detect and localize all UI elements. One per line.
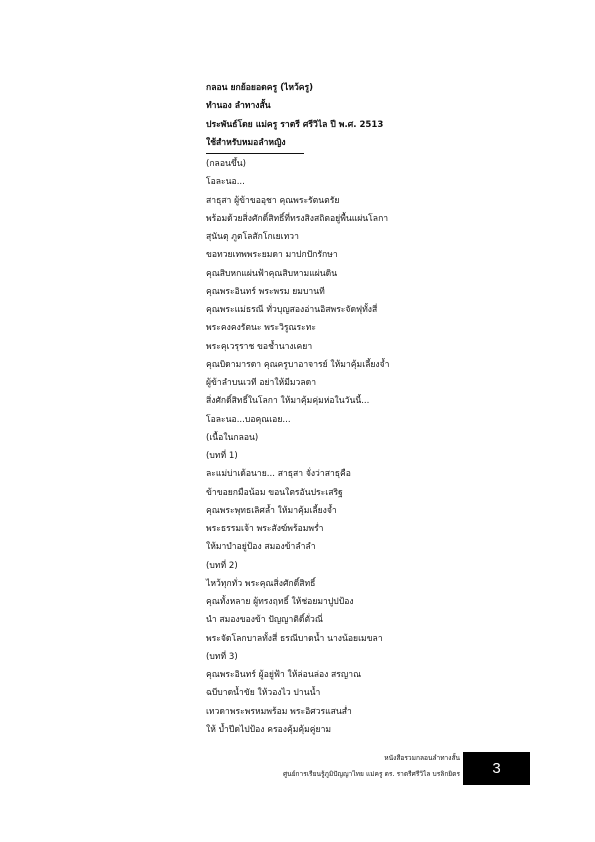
poem-line: ข้าขอยกมือน้อม ขอนใตรอันประเสริฐ bbox=[206, 487, 343, 498]
poem-line: คุณพระอินทร์ พระพรม ยมบานที bbox=[206, 286, 325, 297]
poem-line: คุณทั้งหลาย ผู้ทรงฤทธิ์ ให้ช่อยมาปูปป้อง bbox=[206, 597, 354, 607]
poem-line: ให้ บ้ำปีดไปป้อง ครองคุ้มคุ้มคู่ยาม bbox=[206, 724, 332, 735]
poem-line: คุณสิบหกแผ่นฟ้าคุณสิบหามแผ่นดิน bbox=[206, 268, 338, 279]
poem-line: คุณพระพุทธเลิศล้ำ ให้มาคุ้มเลี้ยงจ้ำ bbox=[206, 505, 337, 516]
poem-title: กลอน ยกย้อยอดครู (ไหว้ครู) bbox=[206, 83, 314, 93]
poem-author: ประพันธ์โดย แม่ครู ราตรี ศรีวิไล ปี พ.ศ. 2513 bbox=[206, 119, 384, 130]
poem-line: ให้มาบำอยู่ป้อง สมองข้าลำลำ bbox=[206, 542, 316, 553]
poem-line: คุณพระอินทร์ ผู้อยู่ฟ้า ให้ล่อนล่อง สรญาณ bbox=[206, 670, 362, 680]
poem-line: ฉบีบาดน้ำขัย ให้วองไว ปานน้ำ bbox=[206, 688, 321, 699]
page-number-badge bbox=[463, 752, 530, 785]
poem-line: โอละนอ...บอคุณเอย... bbox=[206, 414, 291, 425]
poem-line: นำ สมองของข้า ปัญญาติดิ์ตั่วณี่ bbox=[206, 615, 323, 626]
poem-line: ขอทวยเทพพระยมดา มาปกปักรักษา bbox=[206, 250, 338, 261]
poem-line: สุนันตุ ภูตโลสักโกเยเทวา bbox=[206, 232, 299, 242]
poem-line: พระธรรมเจ้า พระสังฆ์พร้อมพร่ำ bbox=[206, 524, 324, 534]
footer-book-title: หนังสือรวมกลอนลำทางสั้น bbox=[384, 754, 460, 762]
poem-line: คุณพระแม่ธรณี ทั่วบุญสองอ่านอิสพระจัดฟุทั้งสี่ bbox=[206, 305, 378, 315]
poem-line: เทวดาพระพรหมพร้อม พระอิศวรแสนส่ำ bbox=[206, 706, 352, 717]
poem-line: พระคงคงรัตนะ พระวิรูณระทะ bbox=[206, 323, 317, 334]
poem-line: สาธุสา ผู้ข้าขออุชา คุณพระรัตนตรัย bbox=[206, 195, 340, 206]
poem-melody: ทำนอง ลำทางสั้น bbox=[206, 101, 271, 112]
poem-line: ไหว้ทุกทั่ว พระคุณสิ่งศักดิ์สิทธิ์ bbox=[206, 578, 316, 589]
poem-body bbox=[206, 155, 566, 739]
document-header bbox=[206, 79, 566, 154]
poem-usage: ใช้สำหรับหมอลำหญิง bbox=[206, 134, 304, 153]
poem-line: (กลอนขึ้น) bbox=[206, 159, 246, 169]
poem-line: โอละนอ... bbox=[206, 177, 245, 188]
poem-line: ละแม่บ่าเด้อนาย... สาธุสา จั่งว่าสาธุคือ bbox=[206, 469, 351, 480]
poem-line: (เนื้อในกลอน) bbox=[206, 432, 259, 443]
poem-line: (บทที่ 2) bbox=[206, 560, 238, 571]
poem-line: คุณบิดามารดา คุณครูบาอาจารย์ ให้มาคุ้มเลี้ยงจ้ำ bbox=[206, 359, 390, 370]
poem-line: (บทที่ 1) bbox=[206, 451, 238, 461]
poem-line: (บทที่ 3) bbox=[206, 651, 238, 662]
poem-line: พร้อมด้วยสิ่งศักดิ์สิทธิ์ที่ทรงสิงสถิตอยู่พื้นแผ่นโลกา bbox=[206, 213, 389, 224]
poem-line: ผู้ข้าลำบนเวที อย่าให้มีมวลดา bbox=[206, 378, 317, 388]
poem-line: พระจัดโลกบาลทั้งสี่ ธรณีบาดน้ำ นางน้อยเมขลา bbox=[206, 633, 383, 644]
footer-publisher: ศูนย์การเรียนรู้ภูมิปัญญาไทย แม่ครู ดร. ราตรีศรีวิไล บรลิกยิตร bbox=[283, 770, 460, 778]
poem-line: สิ่งศักดิ์สิทธิ์ในโลกา ให้มาคุ้มคุ่มห่อในวันนี้... bbox=[206, 396, 370, 407]
page-number: 3 bbox=[492, 760, 501, 777]
poem-line: พระคุเวรุราช ขอช้ำนางเคยา bbox=[206, 341, 313, 352]
page-footer bbox=[200, 750, 460, 782]
